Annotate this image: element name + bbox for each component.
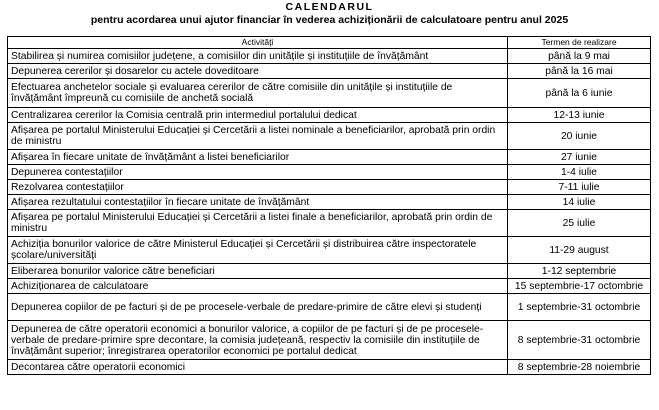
activity-cell: Decontarea către operatorii economici <box>8 360 508 375</box>
table-row <box>8 108 651 123</box>
deadline-cell: 12-13 iunie <box>508 108 651 123</box>
deadline-cell: 1-12 septembrie <box>508 264 651 279</box>
table-row <box>8 264 651 279</box>
table-row <box>8 321 651 360</box>
deadline-cell: 8 septembrie-28 noiembrie <box>508 360 651 375</box>
activity-cell: Achiziția bonurilor valorice de către Ministerul Educației și Cercetării și distribuirea către inspectoratele școlare/universități <box>8 237 508 264</box>
table-row <box>8 64 651 79</box>
deadline-cell: 27 iunie <box>508 150 651 165</box>
table-row <box>8 123 651 150</box>
deadline-cell: până la 16 mai <box>508 64 651 79</box>
deadline-cell: 15 septembrie-17 octombrie <box>508 279 651 294</box>
activity-cell: Afișarea pe portalul Ministerului Educației și Cercetării a listei finale a beneficiarilor, aprobată prin ordin de ministru <box>8 210 508 237</box>
table-row <box>8 79 651 108</box>
activity-cell: Depunerea cererilor și dosarelor cu actele doveditoare <box>8 64 508 79</box>
activity-cell: Eliberarea bonurilor valorice către beneficiari <box>8 264 508 279</box>
calendar-table <box>7 36 651 375</box>
table-row <box>8 195 651 210</box>
table-row <box>8 180 651 195</box>
activity-cell: Afișarea rezultatului contestațiilor în fiecare unitate de învățământ <box>8 195 508 210</box>
table-row <box>8 210 651 237</box>
column-header-activity: Activități <box>8 37 508 49</box>
deadline-cell: 1-4 iulie <box>508 165 651 180</box>
activity-cell: Centralizarea cererilor la Comisia centrală prin intermediul portalului dedicat <box>8 108 508 123</box>
activity-cell: Efectuarea anchetelor sociale și evaluarea cererilor de către comisiile din unitățile și instituțiile de învățământ împreună cu comisiile de anchetă socială <box>8 79 508 108</box>
deadline-cell: până la 9 mai <box>508 49 651 64</box>
table-row <box>8 165 651 180</box>
deadline-cell: 8 septembrie-31 octombrie <box>508 321 651 360</box>
deadline-cell: 1 septembrie-31 octombrie <box>508 294 651 321</box>
activity-cell: Depunerea copiilor de pe facturi și de pe procesele-verbale de predare-primire de către elevi și studenți <box>8 294 508 321</box>
activity-cell: Afișarea în fiecare unitate de învățământ a listei beneficiarilor <box>8 150 508 165</box>
table-header-row <box>8 37 651 49</box>
deadline-cell: până la 6 iunie <box>508 79 651 108</box>
deadline-cell: 20 iunie <box>508 123 651 150</box>
table-row <box>8 279 651 294</box>
activity-cell: Depunerea contestațiilor <box>8 165 508 180</box>
activity-cell: Afișarea pe portalul Ministerului Educației și Cercetării a listei nominale a beneficiarilor, aprobată prin ordin de ministru <box>8 123 508 150</box>
deadline-cell: 11-29 august <box>508 237 651 264</box>
table-row <box>8 49 651 64</box>
document-title: CALENDARUL <box>285 1 374 13</box>
activity-cell: Rezolvarea contestațiilor <box>8 180 508 195</box>
column-header-deadline: Termen de realizare <box>508 37 651 49</box>
deadline-cell: 7-11 iulie <box>508 180 651 195</box>
activity-cell: Depunerea de către operatorii economici a bonurilor valorice, a copiilor de pe facturi și de pe procesele-verbale de predare-primire spre decontare, la comisia județeană, respectiv la comisiile din instituțiile de învățământ superior; înregistrarea operatorilor economici pe portalul dedicat <box>8 321 508 360</box>
table-row <box>8 360 651 375</box>
deadline-cell: 25 iulie <box>508 210 651 237</box>
deadline-cell: 14 iulie <box>508 195 651 210</box>
activity-cell: Stabilirea și numirea comisiilor județene, a comisiilor din unitățile și instituțiile de învățământ <box>8 49 508 64</box>
table-row <box>8 237 651 264</box>
table-row <box>8 150 651 165</box>
table-row <box>8 294 651 321</box>
document-subtitle: pentru acordarea unui ajutor financiar în vederea achiziționării de calculatoare pentru anul 2025 <box>90 14 569 26</box>
activity-cell: Achiziționarea de calculatoare <box>8 279 508 294</box>
